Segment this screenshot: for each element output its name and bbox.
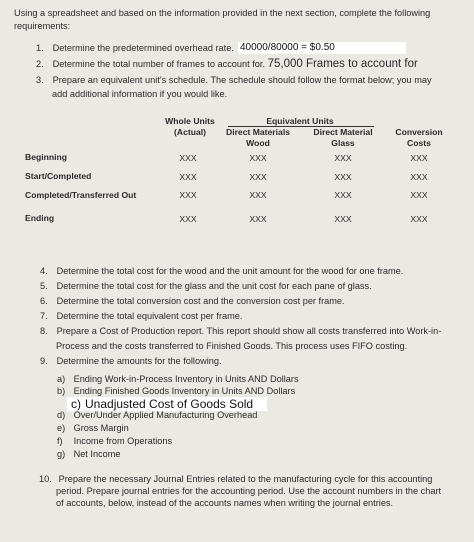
row-label-completed-transferred-out: Completed/Transferred Out xyxy=(25,190,137,200)
cell: XXX xyxy=(179,153,197,163)
header-whole-units-l1: Whole Units xyxy=(165,116,215,126)
item-6-number: 6. xyxy=(40,296,48,306)
subitem-e-text: Gross Margin xyxy=(73,423,129,433)
row-label-beginning: Beginning xyxy=(25,152,68,162)
cell: XXX xyxy=(249,153,267,163)
item-6-text: Determine the total conversion cost and the conversion cost per frame. xyxy=(56,296,345,306)
subitem-e-letter: e) xyxy=(57,423,66,433)
cell: XXX xyxy=(249,172,267,182)
item-7 xyxy=(40,311,242,322)
item-3 xyxy=(36,75,432,86)
subitem-d-letter: d) xyxy=(57,410,66,420)
item-6 xyxy=(40,296,345,307)
cell: XXX xyxy=(249,214,267,224)
subitem-b-letter: b) xyxy=(57,386,66,396)
item-2 xyxy=(36,59,418,70)
subitem-f-text: Income from Operations xyxy=(73,436,173,446)
item-10 xyxy=(39,474,432,485)
item-10-number: 10. xyxy=(39,474,52,484)
header-dm-wood-l2: Wood xyxy=(246,138,270,148)
subitem-g xyxy=(57,449,121,460)
item-2-answer: 75,000 Frames to account for xyxy=(267,58,418,70)
subitem-b xyxy=(57,386,295,397)
header-conversion xyxy=(384,127,454,149)
header-conversion-l2: Costs xyxy=(407,138,431,148)
subitem-a-letter: a) xyxy=(57,374,66,384)
cell: XXX xyxy=(410,214,428,224)
cell: XXX xyxy=(179,214,197,224)
item-3-text: Prepare an equivalent unit's schedule. The schedule should follow the format below; you may xyxy=(52,75,432,85)
item-3-line-2: add additional information if you would like. xyxy=(52,89,228,99)
item-8-number: 8. xyxy=(40,326,48,336)
item-4-number: 4. xyxy=(40,266,48,276)
cell: XXX xyxy=(410,190,428,200)
header-dm-wood xyxy=(218,127,298,149)
cell: XXX xyxy=(410,172,428,182)
subitem-d-text: Over/Under Applied Manufacturing Overhead xyxy=(73,410,258,420)
subitem-c xyxy=(67,397,267,411)
item-5 xyxy=(40,281,372,292)
subitem-d xyxy=(57,410,257,421)
header-whole-units-l2: (Actual) xyxy=(174,127,206,137)
item-8-text: Prepare a Cost of Production report. This report should show all costs transferred into Work-in- xyxy=(56,326,442,336)
header-dm-glass-l1: Direct Material xyxy=(313,127,373,137)
item-9 xyxy=(40,356,222,367)
subitem-e xyxy=(57,423,129,434)
cell: XXX xyxy=(334,190,352,200)
item-4 xyxy=(40,266,403,277)
cell: XXX xyxy=(334,153,352,163)
item-10-line-2: period. Prepare journal entries for the accounting period. Use the account numbers in the chart xyxy=(56,486,442,496)
item-5-number: 5. xyxy=(40,281,48,291)
row-label-start-completed: Start/Completed xyxy=(25,171,92,181)
subitem-g-letter: g) xyxy=(57,449,66,459)
cell: XXX xyxy=(179,190,197,200)
cell: XXX xyxy=(249,190,267,200)
cell: XXX xyxy=(410,153,428,163)
header-conversion-l1: Conversion xyxy=(395,127,443,137)
cell: XXX xyxy=(334,214,352,224)
row-label-ending: Ending xyxy=(25,213,55,223)
intro-line-1: Using a spreadsheet and based on the information provided in the next section, complete the following xyxy=(14,8,431,18)
intro-line-2: requirements: xyxy=(14,21,71,31)
item-2-text: Determine the total number of frames to account for. xyxy=(52,59,266,69)
item-3-number: 3. xyxy=(36,75,44,85)
header-dm-glass-l2: Glass xyxy=(331,138,355,148)
item-7-text: Determine the total equivalent cost per frame. xyxy=(56,311,243,321)
item-9-number: 9. xyxy=(40,356,48,366)
header-equivalent-units: Equivalent Units xyxy=(266,116,334,126)
subitem-f xyxy=(57,436,172,447)
subitem-a xyxy=(57,374,299,385)
item-8 xyxy=(40,326,441,337)
cell: XXX xyxy=(334,172,352,182)
item-9-text: Determine the amounts for the following. xyxy=(56,356,222,366)
subitem-a-text: Ending Work-in-Process Inventory in Units AND Dollars xyxy=(73,374,299,384)
subitem-c-letter: c) xyxy=(71,397,81,411)
item-10-line-1: Prepare the necessary Journal Entries related to the manufacturing cycle for this accounting xyxy=(58,474,433,484)
item-8-line-2: Process and the costs transferred to Finished Goods. This process uses FIFO costing. xyxy=(56,341,408,351)
item-10-line-3: of accounts, below, instead of the accounts names when writing the journal entries. xyxy=(56,498,394,508)
item-5-text: Determine the total cost for the glass and the unit cost for each pane of glass. xyxy=(56,281,372,291)
subitem-c-text: Unadjusted Cost of Goods Sold xyxy=(85,397,254,411)
item-7-number: 7. xyxy=(40,311,48,321)
subitem-f-letter: f) xyxy=(57,436,63,446)
item-1-text: Determine the predetermined overhead rate. xyxy=(52,43,234,53)
item-1 xyxy=(36,43,234,54)
item-4-text: Determine the total cost for the wood and the unit amount for the wood for one frame. xyxy=(56,266,404,276)
header-dm-glass xyxy=(303,127,383,149)
item-1-number: 1. xyxy=(36,43,44,53)
overhead-rate-answer: 40000/80000 = $0.50 xyxy=(238,42,406,54)
item-2-number: 2. xyxy=(36,59,44,69)
header-dm-wood-l1: Direct Materials xyxy=(225,127,290,137)
cell: XXX xyxy=(179,172,197,182)
subitem-g-text: Net Income xyxy=(73,449,121,459)
subitem-b-text: Ending Finished Goods Inventory in Units AND Dollars xyxy=(73,386,296,396)
